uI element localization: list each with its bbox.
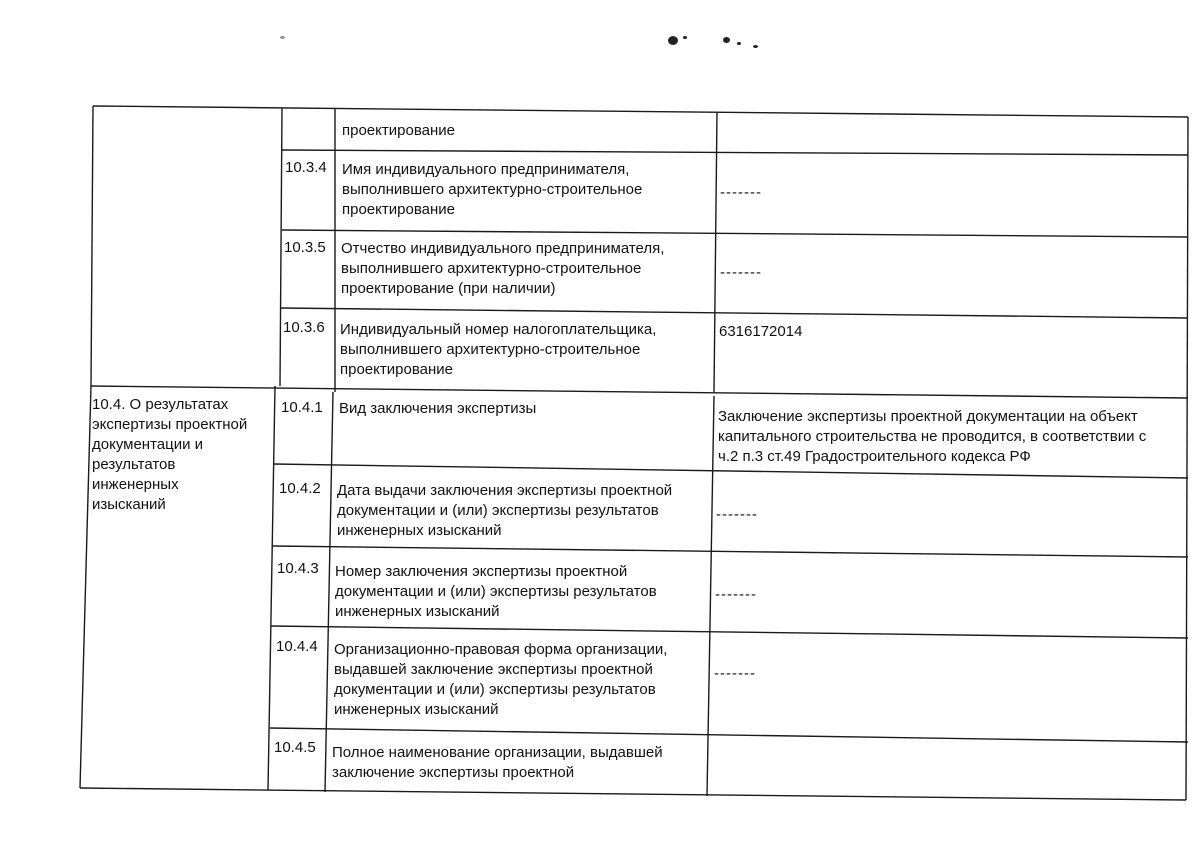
section-title-10-4: 10.4. О результатах экспертизы проектной документации и результатов инженерных изысканий: [92, 396, 248, 513]
table-row-description: Имя индивидуального предпринимателя, выполнившего архитектурно-строительное проектирование: [342, 161, 643, 218]
table-row-description: проектирование: [342, 122, 455, 139]
table-row-code: 10.4.4: [276, 638, 318, 655]
table-row-value: -------: [720, 184, 762, 201]
table-row-code: 10.4.5: [274, 739, 316, 756]
table-row-value: -------: [715, 586, 757, 603]
table-row-code: 10.3.5: [284, 239, 326, 256]
table-row-value: -------: [716, 506, 758, 523]
table-row-description: Номер заключения экспертизы проектной документации и (или) экспертизы результатов инженерных изысканий: [335, 563, 657, 620]
table-row-value: Заключение экспертизы проектной документации на объект капитального строительства не проводится, в соответствии с ч.2 п.3 ст.49 Градостроительного кодекса РФ: [718, 408, 1147, 465]
table-row-code: 10.4.3: [277, 560, 319, 577]
table-row-description: Вид заключения экспертизы: [339, 400, 537, 417]
table-row-description: Дата выдачи заключения экспертизы проектной документации и (или) экспертизы результатов инженерных изысканий: [337, 482, 673, 539]
table-row-description: Отчество индивидуального предпринимателя, выполнившего архитектурно-строительное проектирование (при наличии): [341, 240, 665, 297]
table-row-value: 6316172014: [719, 323, 803, 340]
table-row-description: Полное наименование организации, выдавшей заключение экспертизы проектной: [332, 744, 663, 781]
table-row-description: Индивидуальный номер налогоплательщика, выполнившего архитектурно-строительное проектирование: [340, 321, 657, 378]
table-row-code: 10.4.2: [279, 480, 321, 497]
table-row-code: 10.4.1: [281, 399, 323, 416]
table-row-value: -------: [720, 264, 762, 281]
table-row-code: 10.3.6: [283, 319, 325, 336]
table-row-value: -------: [714, 665, 756, 682]
table-row-code: 10.3.4: [285, 159, 327, 176]
table-row-description: Организационно-правовая форма организации, выдавшей заключение экспертизы проектной документации и (или) экспертизы результатов инженерных изысканий: [334, 641, 668, 718]
